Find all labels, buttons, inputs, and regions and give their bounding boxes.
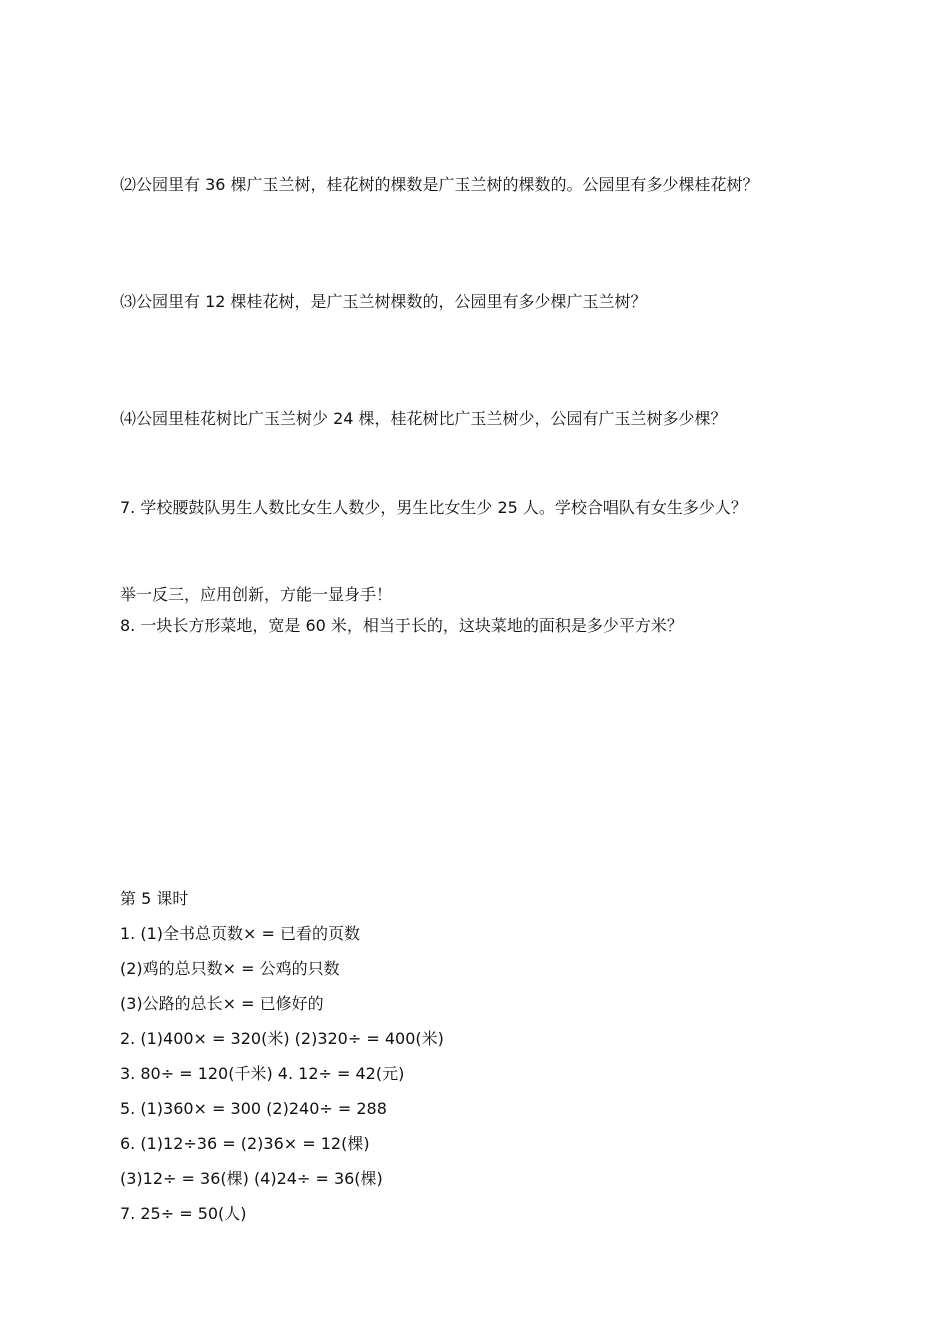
section-heading: 举一反三，应用创新，方能一显身手！ bbox=[120, 585, 393, 604]
answer-2: 2. (1)400× = 320(米) (2)320÷ = 400(米) bbox=[120, 1029, 444, 1048]
answer-1-2: (2)鸡的总只数× = 公鸡的只数 bbox=[120, 959, 340, 978]
question-6-3: ⑶公园里有 12 棵桂花树，是广玉兰树棵数的，公园里有多少棵广玉兰树？ bbox=[120, 292, 647, 311]
answer-7: 7. 25÷ = 50(人) bbox=[120, 1204, 247, 1223]
question-7: 7. 学校腰鼓队男生人数比女生人数少，男生比女生少 25 人。学校合唱队有女生多少人？ bbox=[120, 498, 747, 517]
lesson-title: 第 5 课时 bbox=[120, 889, 189, 908]
answer-6-1: 6. (1)12÷36 = (2)36× = 12(棵) bbox=[120, 1134, 370, 1153]
answer-5: 5. (1)360× = 300 (2)240÷ = 288 bbox=[120, 1099, 387, 1118]
answer-6-2: (3)12÷ = 36(棵) (4)24÷ = 36(棵) bbox=[120, 1169, 383, 1188]
answer-1-1: 1. (1)全书总页数× = 已看的页数 bbox=[120, 924, 361, 943]
question-8: 8. 一块长方形菜地，宽是 60 米，相当于长的，这块菜地的面积是多少平方米？ bbox=[120, 616, 683, 635]
question-6-4: ⑷公园里桂花树比广玉兰树少 24 棵，桂花树比广玉兰树少，公园有广玉兰树多少棵？ bbox=[120, 409, 727, 428]
question-6-2: ⑵公园里有 36 棵广玉兰树，桂花树的棵数是广玉兰树的棵数的。公园里有多少棵桂花树？ bbox=[120, 175, 759, 194]
answer-3-4: 3. 80÷ = 120(千米) 4. 12÷ = 42(元) bbox=[120, 1064, 405, 1083]
answer-1-3: (3)公路的总长× = 已修好的 bbox=[120, 994, 324, 1013]
